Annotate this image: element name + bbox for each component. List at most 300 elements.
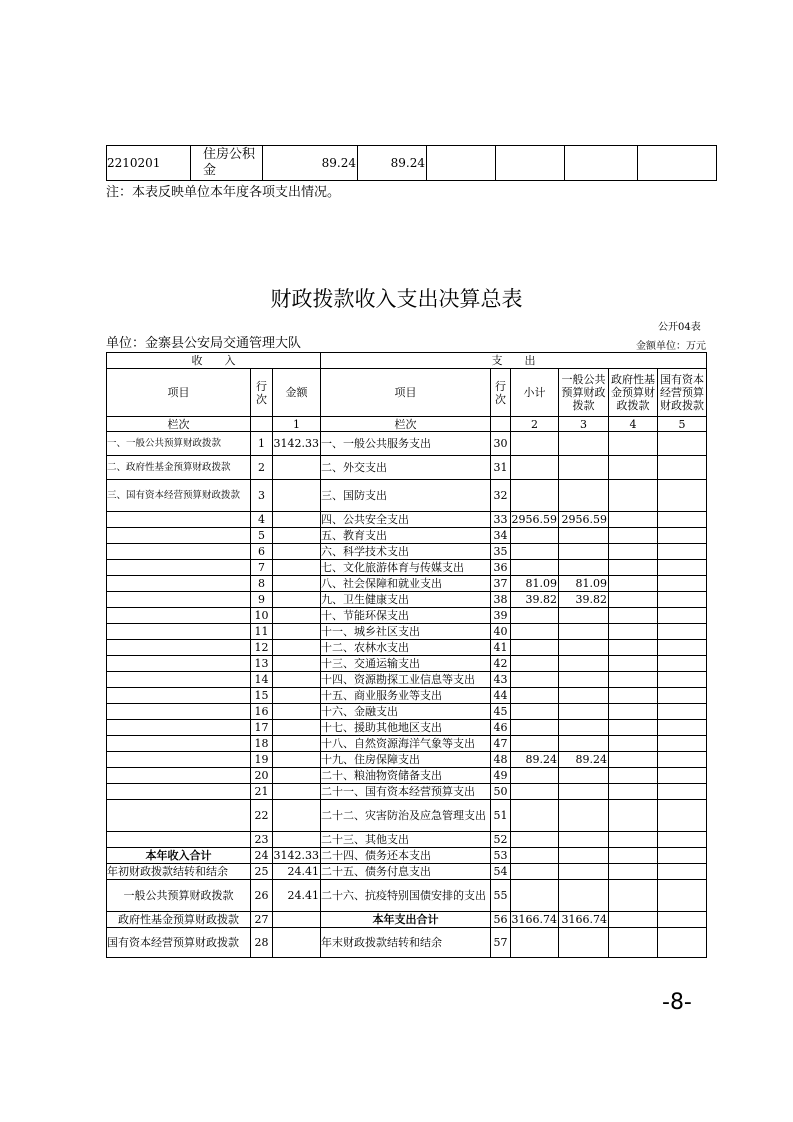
expense-row-number: 41 <box>491 640 511 656</box>
fund-budget-amount <box>609 608 658 624</box>
table-row <box>107 880 707 912</box>
state-capital-amount <box>658 880 707 912</box>
expense-row-number: 47 <box>491 736 511 752</box>
fund-budget-amount <box>609 848 658 864</box>
expense-item: 十二、农林水支出 <box>321 640 491 656</box>
general-budget-amount <box>559 704 609 720</box>
fund-budget-amount <box>609 752 658 768</box>
income-amount <box>273 512 321 528</box>
expense-item: 二十四、债务还本支出 <box>321 848 491 864</box>
income-row-number: 12 <box>251 640 273 656</box>
income-item: 国有资本经营预算财政拨款 <box>107 928 251 958</box>
general-budget-amount <box>559 624 609 640</box>
expense-row-number: 57 <box>491 928 511 958</box>
income-amount <box>273 480 321 512</box>
expense-item: 十九、住房保障支出 <box>321 752 491 768</box>
state-capital-amount <box>658 928 707 958</box>
basic-value: 89.24 <box>358 146 427 181</box>
fund-budget-amount <box>609 720 658 736</box>
income-item: 本年收入合计 <box>107 848 251 864</box>
income-row-number: 4 <box>251 512 273 528</box>
income-row-number: 16 <box>251 704 273 720</box>
expense-row-number: 37 <box>491 576 511 592</box>
fund-budget-amount <box>609 592 658 608</box>
fund-budget-amount <box>609 480 658 512</box>
income-amount <box>273 672 321 688</box>
table-row <box>107 544 707 560</box>
income-row-number: 5 <box>251 528 273 544</box>
expense-item: 八、社会保障和就业支出 <box>321 576 491 592</box>
expense-item: 六、科学技术支出 <box>321 544 491 560</box>
fund-budget-amount <box>609 688 658 704</box>
page-number: -8- <box>662 990 692 1015</box>
general-budget-amount <box>559 720 609 736</box>
expense-subtotal <box>511 432 559 456</box>
general-budget-amount <box>559 864 609 880</box>
income-row-number: 6 <box>251 544 273 560</box>
expense-row-number: 35 <box>491 544 511 560</box>
table-row <box>107 480 707 512</box>
fund-budget-amount <box>609 512 658 528</box>
fund-budget-amount <box>609 912 658 928</box>
fund-budget-amount <box>609 640 658 656</box>
table-row <box>107 688 707 704</box>
expense-subtotal <box>511 928 559 958</box>
income-item <box>107 688 251 704</box>
general-budget-amount <box>559 456 609 480</box>
income-amount <box>273 720 321 736</box>
state-capital-amount <box>658 736 707 752</box>
expense-subtotal <box>511 832 559 848</box>
general-budget-amount <box>559 480 609 512</box>
fund-budget-amount <box>609 456 658 480</box>
income-amount <box>273 784 321 800</box>
expense-row-number: 44 <box>491 688 511 704</box>
income-amount: 3142.33 <box>273 432 321 456</box>
income-amount <box>273 688 321 704</box>
column-index: 1 <box>273 417 321 432</box>
income-amount <box>273 560 321 576</box>
income-amount <box>273 456 321 480</box>
general-budget-amount <box>559 656 609 672</box>
state-capital-amount <box>658 752 707 768</box>
income-row-number: 26 <box>251 880 273 912</box>
expense-item: 七、文化旅游体育与传媒支出 <box>321 560 491 576</box>
table-row <box>107 528 707 544</box>
general-budget-amount: 81.09 <box>559 576 609 592</box>
income-item <box>107 800 251 832</box>
table-row <box>107 720 707 736</box>
table-note: 注：本表反映单位本年度各项支出情况。 <box>106 185 341 200</box>
table-row <box>107 672 707 688</box>
state-capital-amount <box>658 656 707 672</box>
expense-subtotal <box>511 624 559 640</box>
general-budget-amount <box>559 608 609 624</box>
income-row-number: 7 <box>251 560 273 576</box>
general-budget-amount <box>559 528 609 544</box>
general-budget-amount <box>559 800 609 832</box>
expense-subtotal <box>511 560 559 576</box>
table-row <box>107 912 707 928</box>
income-item <box>107 784 251 800</box>
expense-row-number: 31 <box>491 456 511 480</box>
general-budget-amount <box>559 688 609 704</box>
expense-row-number: 56 <box>491 912 511 928</box>
expense-subtotal: 39.82 <box>511 592 559 608</box>
income-item <box>107 704 251 720</box>
expense-row-number: 45 <box>491 704 511 720</box>
fund-budget-amount <box>609 672 658 688</box>
state-capital-amount <box>658 848 707 864</box>
expense-item: 十六、金融支出 <box>321 704 491 720</box>
state-capital-amount <box>658 800 707 832</box>
income-item: 政府性基金预算财政拨款 <box>107 912 251 928</box>
income-item <box>107 768 251 784</box>
income-item <box>107 528 251 544</box>
state-capital-amount <box>658 704 707 720</box>
income-item <box>107 736 251 752</box>
state-capital-amount <box>658 528 707 544</box>
column-index: 5 <box>658 417 707 432</box>
state-capital-amount <box>658 672 707 688</box>
table-row <box>107 592 707 608</box>
expense-subtotal: 89.24 <box>511 752 559 768</box>
income-amount <box>273 528 321 544</box>
expense-header: 支 出 <box>321 353 707 369</box>
expense-subtotal <box>511 528 559 544</box>
expense-item: 九、卫生健康支出 <box>321 592 491 608</box>
state-capital-header: 国有资本经营预算财政拨款 <box>658 369 707 417</box>
income-amount <box>273 624 321 640</box>
income-amount: 24.41 <box>273 880 321 912</box>
total-value: 89.24 <box>263 146 358 181</box>
income-item <box>107 832 251 848</box>
state-capital-amount <box>658 768 707 784</box>
expense-row-number: 51 <box>491 800 511 832</box>
expense-item: 一、一般公共服务支出 <box>321 432 491 456</box>
general-budget-amount <box>559 928 609 958</box>
fund-budget-amount <box>609 768 658 784</box>
expense-item: 年末财政拨款结转和结余 <box>321 928 491 958</box>
state-capital-amount <box>658 640 707 656</box>
function-code: 2210201 <box>107 146 191 181</box>
income-row-number: 22 <box>251 800 273 832</box>
table-row <box>107 736 707 752</box>
state-capital-amount <box>658 608 707 624</box>
fund-budget-amount <box>609 432 658 456</box>
state-capital-amount <box>658 512 707 528</box>
state-capital-amount <box>658 480 707 512</box>
income-amount <box>273 832 321 848</box>
page-title: 财政拨款收入支出决算总表 <box>270 287 523 311</box>
expense-item: 十四、资源勘探工业信息等支出 <box>321 672 491 688</box>
expense-row-number: 33 <box>491 512 511 528</box>
table-row <box>107 456 707 480</box>
income-row-number: 14 <box>251 672 273 688</box>
table-row <box>107 704 707 720</box>
table-row <box>107 928 707 958</box>
column-index: 4 <box>609 417 658 432</box>
expense-subtotal <box>511 800 559 832</box>
income-row-number: 28 <box>251 928 273 958</box>
state-capital-amount <box>658 576 707 592</box>
income-item <box>107 576 251 592</box>
expense-item: 二十五、债务付息支出 <box>321 864 491 880</box>
column-index: 2 <box>511 417 559 432</box>
expense-row-header: 行次 <box>491 369 511 417</box>
expense-subtotal <box>511 736 559 752</box>
income-item: 一、一般公共预算财政拨款 <box>107 432 251 456</box>
state-capital-amount <box>658 432 707 456</box>
income-item <box>107 640 251 656</box>
income-amount <box>273 912 321 928</box>
previous-table-tail <box>106 145 717 181</box>
expense-subtotal <box>511 848 559 864</box>
expense-item: 十八、自然资源海洋气象等支出 <box>321 736 491 752</box>
income-amount-header: 金额 <box>273 369 321 417</box>
expense-row-number: 36 <box>491 560 511 576</box>
income-item <box>107 608 251 624</box>
expense-item: 五、教育支出 <box>321 528 491 544</box>
table-row <box>107 864 707 880</box>
table-row <box>107 576 707 592</box>
income-row-number: 3 <box>251 480 273 512</box>
income-item: 三、国有资本经营预算财政拨款 <box>107 480 251 512</box>
expense-item: 十三、交通运输支出 <box>321 656 491 672</box>
fund-budget-amount <box>609 832 658 848</box>
table-row <box>107 146 717 181</box>
expense-subtotal <box>511 608 559 624</box>
expense-item: 十一、城乡社区支出 <box>321 624 491 640</box>
fund-budget-amount <box>609 624 658 640</box>
fund-budget-amount <box>609 784 658 800</box>
expense-item: 二十、粮油物资储备支出 <box>321 768 491 784</box>
column-index-label: 栏次 <box>107 417 251 432</box>
income-row-number: 11 <box>251 624 273 640</box>
main-table <box>106 352 707 958</box>
income-item <box>107 672 251 688</box>
expense-row-number: 32 <box>491 480 511 512</box>
expense-row-number: 43 <box>491 672 511 688</box>
income-row-number: 20 <box>251 768 273 784</box>
table-row <box>107 608 707 624</box>
table-row <box>107 512 707 528</box>
fund-budget-amount <box>609 928 658 958</box>
income-item <box>107 624 251 640</box>
fund-budget-amount <box>609 704 658 720</box>
expense-row-number: 30 <box>491 432 511 456</box>
expense-item: 十七、援助其他地区支出 <box>321 720 491 736</box>
income-amount <box>273 928 321 958</box>
income-row-number: 21 <box>251 784 273 800</box>
income-row-number: 9 <box>251 592 273 608</box>
expense-item: 二、外交支出 <box>321 456 491 480</box>
fund-budget-amount <box>609 656 658 672</box>
fund-budget-header: 政府性基金预算财政拨款 <box>609 369 658 417</box>
income-row-number: 23 <box>251 832 273 848</box>
income-item: 一般公共预算财政拨款 <box>107 880 251 912</box>
general-budget-amount <box>559 768 609 784</box>
expense-row-number: 54 <box>491 864 511 880</box>
income-amount: 24.41 <box>273 864 321 880</box>
income-amount <box>273 656 321 672</box>
expense-subtotal <box>511 480 559 512</box>
expense-subtotal <box>511 544 559 560</box>
state-capital-amount <box>658 832 707 848</box>
general-budget-amount <box>559 784 609 800</box>
income-item <box>107 560 251 576</box>
subtotal-header: 小计 <box>511 369 559 417</box>
table-row <box>107 752 707 768</box>
general-budget-amount <box>559 672 609 688</box>
income-row-number: 8 <box>251 576 273 592</box>
income-row-number: 24 <box>251 848 273 864</box>
expense-item: 十五、商业服务业等支出 <box>321 688 491 704</box>
fund-budget-amount <box>609 800 658 832</box>
income-amount <box>273 640 321 656</box>
expense-item: 本年支出合计 <box>321 912 491 928</box>
state-capital-amount <box>658 624 707 640</box>
state-capital-amount <box>658 560 707 576</box>
amount-unit: 金额单位：万元 <box>636 341 706 352</box>
income-row-number: 10 <box>251 608 273 624</box>
income-item <box>107 752 251 768</box>
expense-row-number: 46 <box>491 720 511 736</box>
table-row <box>107 832 707 848</box>
general-budget-amount <box>559 736 609 752</box>
expense-subtotal <box>511 864 559 880</box>
state-capital-amount <box>658 784 707 800</box>
expense-item: 四、公共安全支出 <box>321 512 491 528</box>
expense-row-number: 52 <box>491 832 511 848</box>
expense-row-number: 34 <box>491 528 511 544</box>
expense-subtotal: 3166.74 <box>511 913 557 926</box>
state-capital-amount <box>658 592 707 608</box>
column-index: 3 <box>559 417 609 432</box>
expense-row-number: 40 <box>491 624 511 640</box>
table-row <box>107 784 707 800</box>
fund-budget-amount <box>609 576 658 592</box>
income-amount <box>273 608 321 624</box>
income-item-header: 项目 <box>107 369 251 417</box>
income-amount <box>273 576 321 592</box>
state-capital-amount <box>658 864 707 880</box>
fund-budget-amount <box>609 544 658 560</box>
expense-subtotal <box>511 704 559 720</box>
table-row <box>107 624 707 640</box>
income-amount <box>273 704 321 720</box>
expense-item: 二十二、灾害防治及应急管理支出 <box>321 800 491 832</box>
general-budget-amount <box>559 560 609 576</box>
expense-subtotal <box>511 784 559 800</box>
expense-row-number: 39 <box>491 608 511 624</box>
general-budget-amount <box>559 848 609 864</box>
income-amount <box>273 800 321 832</box>
income-row-number: 15 <box>251 688 273 704</box>
general-budget-amount <box>559 432 609 456</box>
income-row-number: 13 <box>251 656 273 672</box>
state-capital-amount <box>658 688 707 704</box>
fund-budget-amount <box>609 864 658 880</box>
general-budget-amount <box>559 832 609 848</box>
income-item <box>107 592 251 608</box>
expense-subtotal <box>511 456 559 480</box>
income-amount <box>273 736 321 752</box>
table-row <box>107 640 707 656</box>
income-amount <box>273 752 321 768</box>
fund-budget-amount <box>609 880 658 912</box>
expense-subtotal <box>511 688 559 704</box>
expense-item: 三、国防支出 <box>321 480 491 512</box>
table-row <box>107 768 707 784</box>
income-header: 收 入 <box>107 353 321 369</box>
general-budget-amount: 39.82 <box>559 592 609 608</box>
general-budget-header: 一般公共预算财政拨款 <box>559 369 609 417</box>
table-row <box>107 432 707 456</box>
expense-row-number: 50 <box>491 784 511 800</box>
table-row <box>107 656 707 672</box>
expense-subtotal <box>511 880 559 912</box>
expense-row-number: 48 <box>491 752 511 768</box>
expense-subtotal <box>511 720 559 736</box>
general-budget-amount: 2956.59 <box>559 512 609 528</box>
income-row-number: 19 <box>251 752 273 768</box>
state-capital-amount <box>658 720 707 736</box>
income-item: 二、政府性基金预算财政拨款 <box>107 456 251 480</box>
expense-item: 十、节能环保支出 <box>321 608 491 624</box>
state-capital-amount <box>658 912 707 928</box>
expense-subtotal <box>511 640 559 656</box>
income-row-number: 17 <box>251 720 273 736</box>
table-row <box>107 848 707 864</box>
general-budget-amount <box>559 880 609 912</box>
fund-budget-amount <box>609 528 658 544</box>
function-name: 住房公积金 <box>191 146 263 181</box>
income-amount <box>273 592 321 608</box>
income-row-number: 25 <box>251 864 273 880</box>
form-number: 公开04表 <box>658 322 701 333</box>
expense-subtotal: 2956.59 <box>511 513 557 526</box>
income-item <box>107 544 251 560</box>
unit-name: 单位：金寨县公安局交通管理大队 <box>106 336 302 351</box>
income-row-number: 27 <box>251 912 273 928</box>
income-amount: 3142.33 <box>273 849 319 862</box>
income-item <box>107 720 251 736</box>
expense-row-number: 42 <box>491 656 511 672</box>
table-row <box>107 800 707 832</box>
general-budget-amount <box>559 544 609 560</box>
general-budget-amount: 3166.74 <box>559 912 609 928</box>
income-row-number: 1 <box>251 432 273 456</box>
income-amount <box>273 544 321 560</box>
table-row <box>107 560 707 576</box>
expense-item-header: 项目 <box>321 369 491 417</box>
column-index-label: 栏次 <box>321 417 491 432</box>
income-item: 年初财政拨款结转和结余 <box>107 864 251 880</box>
expense-subtotal: 81.09 <box>511 576 559 592</box>
expense-subtotal <box>511 672 559 688</box>
expense-row-number: 55 <box>491 880 511 912</box>
income-amount <box>273 768 321 784</box>
income-row-number: 18 <box>251 736 273 752</box>
general-budget-amount: 89.24 <box>559 752 609 768</box>
income-item <box>107 656 251 672</box>
expense-item: 二十三、其他支出 <box>321 832 491 848</box>
state-capital-amount <box>658 544 707 560</box>
income-row-number: 2 <box>251 456 273 480</box>
state-capital-amount <box>658 456 707 480</box>
expense-row-number: 53 <box>491 848 511 864</box>
